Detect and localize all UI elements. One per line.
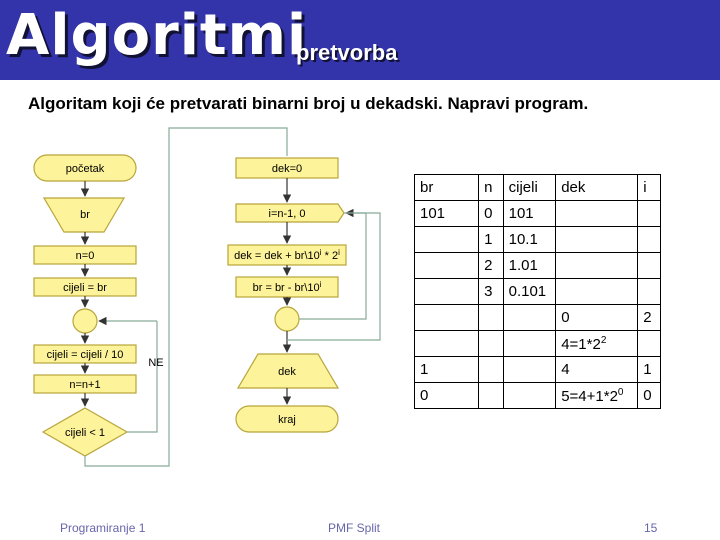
divide-label: cijeli = cijeli / 10: [46, 349, 124, 361]
table-cell: [479, 357, 503, 383]
table-cell: 1.01: [503, 253, 556, 279]
table-cell: 1: [638, 357, 661, 383]
table-cell: $4=1*2^2$: [556, 331, 638, 357]
start-label: početak: [65, 163, 105, 175]
table-cell: [638, 331, 661, 357]
table-cell: 0: [556, 305, 638, 331]
init-cijeli-label: cijeli = br: [63, 282, 107, 294]
table-row: [415, 357, 661, 383]
table-cell: [556, 253, 638, 279]
update-br-label: br = br - br\10$^i$: [252, 280, 322, 294]
footer-institution: PMF Split: [328, 521, 381, 535]
table-cell: 2: [479, 253, 503, 279]
table-row: [415, 305, 661, 331]
table-cell: [415, 331, 479, 357]
header-n: n: [479, 175, 503, 201]
header-cijeli: cijeli: [503, 175, 556, 201]
table-cell: 1: [479, 227, 503, 253]
table-row: [415, 279, 661, 305]
table-cell: [479, 383, 503, 409]
table-cell: 3: [479, 279, 503, 305]
table-cell: [479, 331, 503, 357]
table-cell: $5=4+1*2^0$: [556, 383, 638, 409]
accumulate-label: dek = dek + $br\backslash 10^i * 2^i$: [234, 248, 340, 262]
page-title: Algoritmi: [6, 3, 308, 68]
table-cell: [415, 227, 479, 253]
condition-label: cijeli < 1: [64, 427, 106, 439]
task-description: Algoritam koji će pretvarati binarni broj u dekadski. Napravi program.: [28, 94, 589, 113]
table-cell: [503, 331, 556, 357]
table-cell: 0: [638, 383, 661, 409]
table-cell: [638, 227, 661, 253]
table-cell: 2: [638, 305, 661, 331]
table-row: [415, 201, 661, 227]
trace-table: [414, 174, 661, 409]
table-cell: [638, 253, 661, 279]
output-label: dek: [278, 366, 296, 378]
increment-label: n=n+1: [69, 379, 101, 391]
table-cell: [638, 279, 661, 305]
table-cell: [415, 305, 479, 331]
table-cell: 1: [415, 357, 479, 383]
table-cell: 0.101: [503, 279, 556, 305]
table-cell: 0: [479, 201, 503, 227]
table-cell: [503, 383, 556, 409]
table-row: [415, 227, 661, 253]
loop-label: i=n-1, 0: [268, 208, 306, 220]
header-dek: dek: [556, 175, 638, 201]
table-row: [415, 331, 661, 357]
init-dek-label: dek=0: [271, 163, 303, 175]
header-i: i: [638, 175, 661, 201]
header-br: br: [415, 175, 479, 201]
table-row: [415, 253, 661, 279]
table-cell: [556, 227, 638, 253]
table-header-row: [415, 175, 661, 201]
end-label: kraj: [278, 414, 296, 426]
table-cell: [556, 201, 638, 227]
page-subtitle: pretvorba: [296, 40, 398, 65]
footer-course: Programiranje 1: [60, 521, 146, 535]
no-branch-label: NE: [148, 357, 164, 369]
table-cell: 101: [415, 201, 479, 227]
init-n-label: n=0: [75, 250, 95, 262]
table-cell: [556, 279, 638, 305]
page-number: 15: [644, 521, 658, 535]
table-cell: 0: [415, 383, 479, 409]
table-cell: [638, 201, 661, 227]
table-cell: [503, 357, 556, 383]
table-cell: 4: [556, 357, 638, 383]
table-cell: [415, 253, 479, 279]
table-cell: [479, 305, 503, 331]
input-label: br: [80, 209, 90, 221]
table-row: [415, 383, 661, 409]
table-cell: 10.1: [503, 227, 556, 253]
table-cell: [503, 305, 556, 331]
table-cell: 101: [503, 201, 556, 227]
connector-circle: [73, 309, 97, 333]
table-cell: [415, 279, 479, 305]
loop-end-circle: [275, 307, 299, 331]
